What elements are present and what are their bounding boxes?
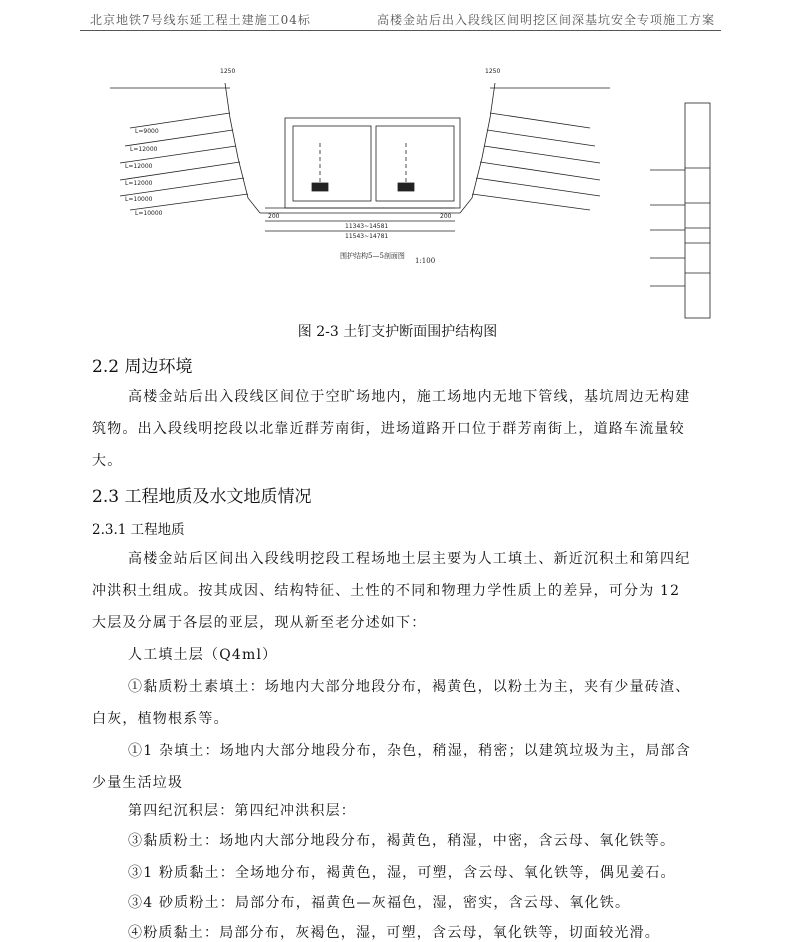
box-structure [285, 118, 460, 208]
figure-caption: 图 2-3 土钉支护断面围护结构图 [297, 324, 498, 340]
dim-base-right: 200 [440, 213, 452, 220]
right-slope [460, 83, 495, 213]
heading-2-2: 2.2 周边环境 [92, 357, 193, 377]
dim-top-left: 1250 [220, 68, 236, 75]
soil-column [685, 103, 710, 318]
geo-line-9: 第四纪沉积层：第四纪冲洪积层： [128, 803, 356, 819]
para-2-2-line1: 高楼金站后出入段线区间位于空旷场地内，施工场地内无地下管线，基坑周边无构建 [128, 389, 691, 405]
heading-2-3: 2.3 工程地质及水文地质情况 [92, 487, 312, 507]
dim-inner: 11343~14581 [345, 223, 389, 230]
nail-label-1: L=9000 [135, 128, 159, 135]
geo-line-1: 高楼金站后区间出入段线明挖段工程场地土层主要为人工填土、新近沉积土和第四纪 [128, 551, 691, 567]
geo-line-3: 大层及分属于各层的亚层，现从新至老分述如下： [92, 615, 427, 631]
geo-line-6: 白灰，植物根系等。 [92, 711, 229, 727]
para-2-2-line2: 筑物。出入段线明挖段以北靠近群芳南街，进场道路开口位于群芳南街上，道路车流量较 [92, 421, 685, 437]
left-slope [225, 83, 260, 213]
scale-label: 1:100 [415, 257, 436, 265]
nail-label-6: L=10000 [135, 210, 163, 217]
geo-line-10: ③黏质粉土：场地内大部分地段分布，褐黄色，稍湿，中密，含云母、氧化铁等。 [128, 833, 676, 849]
geo-line-4: 人工填土层（Q4ml） [128, 647, 278, 663]
section-drawing [90, 58, 730, 328]
header-left: 北京地铁7号线东延工程土建施工04标 [90, 13, 311, 27]
geo-line-5: ①黏质粉土素填土：场地内大部分地段分布，褐黄色，以粉土为主，夹有少量砖渣、 [128, 679, 691, 695]
dim-base-left: 200 [268, 213, 280, 220]
geo-line-12: ③4 砂质粉土：局部分布，福黄色—灰福色，湿，密实，含云母、氧化铁。 [128, 895, 631, 911]
geo-line-7: ①1 杂填土：场地内大部分地段分布，杂色，稍湿，稍密；以建筑垃圾为主，局部含 [128, 743, 691, 759]
right-nails [472, 113, 600, 210]
dim-outer: 11543~14781 [345, 233, 389, 240]
section-label: 围护结构5—5剖面图 [340, 252, 405, 260]
nail-label-5: L=10000 [125, 196, 153, 203]
nail-label-3: L=12000 [125, 163, 153, 170]
heading-2-3-1: 2.3.1 工程地质 [92, 522, 185, 538]
geo-line-8: 少量生活垃圾 [92, 775, 184, 791]
geo-line-13: ④粉质黏土：局部分布，灰褐色，湿，可塑，含云母，氧化铁等，切面较光滑。 [128, 925, 660, 941]
nail-label-2: L=12000 [130, 146, 158, 153]
dim-top-right: 1250 [485, 68, 501, 75]
geo-line-11: ③1 粉质黏土：全场地分布，褐黄色，湿，可塑，含云母、氧化铁等，偶见姜石。 [128, 865, 676, 881]
page-header [80, 8, 721, 31]
para-2-2-line3: 大。 [92, 453, 123, 469]
geo-line-2: 冲洪积土组成。按其成因、结构特征、土性的不同和物理力学性质上的差异，可分为 12 [92, 583, 681, 599]
header-right: 高楼金站后出入段线区间明挖区间深基坑安全专项施工方案 [376, 13, 715, 27]
nail-label-4: L=12000 [125, 180, 153, 187]
